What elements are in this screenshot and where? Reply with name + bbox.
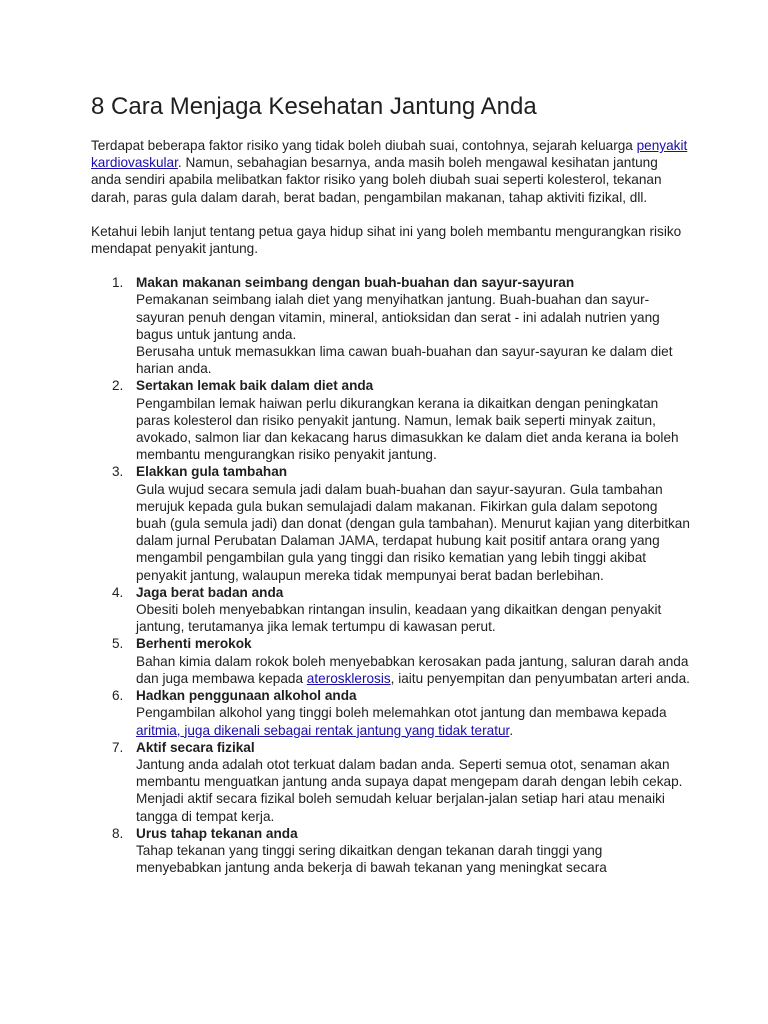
item-body: Pemakanan seimbang ialah diet yang menyihatkan jantung. Buah-buahan dan sayur-sayuran penuh dengan vitamin, mineral, antioksidan dan serat - ini adalah nutrien yang bagus untuk jantung anda.	[136, 292, 660, 342]
item-heading: Sertakan lemak baik dalam diet anda	[136, 378, 374, 394]
item-body-extra: Berusaha untuk memasukkan lima cawan buah-buahan dan sayur-sayuran ke dalam diet harian anda.	[136, 344, 673, 377]
intro-paragraph	[91, 137, 691, 206]
intro-text-after: . Namun, sebahagian besarnya, anda masih boleh mengawal kesihatan jantung anda sendiri apabila melibatkan faktor risiko yang boleh diubah suai seperti kolesterol, tekanan darah, paras gula dalam darah, berat badan, pengambilan makanan, tahap aktiviti fizikal, dll.	[91, 155, 662, 205]
list-number: 5.	[112, 636, 124, 652]
list-item	[91, 377, 691, 463]
page-title: 8 Cara Menjaga Kesehatan Jantung Anda	[91, 93, 537, 120]
link-aterosklerosis[interactable]: aterosklerosis	[306, 670, 391, 686]
item-heading: Berhenti merokok	[136, 636, 252, 652]
list-item	[91, 463, 691, 583]
list-number: 6.	[112, 688, 124, 704]
lead-paragraph: Ketahui lebih lanjut tentang petua gaya hidup sihat ini yang boleh membantu mengurangkan risiko mendapat penyakit jantung.	[91, 223, 682, 257]
intro-text-before: Terdapat beberapa faktor risiko yang tidak boleh diubah suai, contohnya, sejarah keluarga	[91, 138, 637, 153]
item-heading: Jaga berat badan anda	[136, 584, 284, 600]
link-aritmia[interactable]: aritmia, juga dikenali sebagai rentak jantung yang tidak teratur	[136, 722, 510, 738]
item-body-before-link: Pengambilan alkohol yang tinggi boleh melemahkan otot jantung dan membawa kepada	[136, 705, 667, 721]
link-penyakit-kardiovaskular[interactable]: penyakit kardiovaskular	[91, 138, 688, 171]
list-item	[91, 584, 691, 636]
list-number: 4.	[112, 584, 124, 600]
item-body	[136, 653, 691, 687]
document-page	[91, 92, 691, 876]
list-item	[91, 739, 691, 825]
item-body-after-link: , iaitu penyempitan dan penyumbatan arteri anda.	[390, 670, 690, 686]
list-item	[91, 687, 691, 739]
item-body-after-link: .	[509, 722, 514, 738]
list-item	[91, 635, 691, 687]
item-heading: Makan makanan seimbang dengan buah-buahan dan sayur-sayuran	[136, 275, 575, 291]
item-body-before-link: Bahan kimia dalam rokok boleh menyebabkan kerosakan pada jantung, saluran darah anda dan juga membawa kepada	[136, 653, 689, 686]
list-number: 1.	[112, 275, 124, 291]
item-heading: Aktif secara fizikal	[136, 739, 255, 755]
list-number: 7.	[112, 739, 124, 755]
item-body	[136, 704, 691, 738]
tips-list	[91, 274, 691, 876]
list-number: 2.	[112, 378, 124, 394]
item-body: Tahap tekanan yang tinggi sering dikaitkan dengan tekanan darah tinggi yang menyebabkan jantung anda bekerja di bawah tekanan yang meningkat secara	[136, 842, 607, 876]
list-number: 3.	[112, 464, 124, 480]
item-heading: Hadkan penggunaan alkohol anda	[136, 688, 357, 704]
item-body: Obesiti boleh menyebabkan rintangan insulin, keadaan yang dikaitkan dengan penyakit jantung, terutamanya jika lemak tertumpu di kawasan perut.	[136, 602, 662, 635]
list-item	[91, 825, 691, 877]
item-heading: Elakkan gula tambahan	[136, 464, 288, 480]
item-heading: Urus tahap tekanan anda	[136, 825, 298, 841]
item-body: Pengambilan lemak haiwan perlu dikurangkan kerana ia dikaitkan dengan peningkatan paras kolesterol dan risiko penyakit jantung. Namun, lemak baik seperti minyak zaitun, avokado, salmon liar dan kekacang harus dimasukkan ke dalam diet anda kerana ia boleh membantu mengurangkan risiko penyakit jantung.	[136, 395, 679, 463]
list-number: 8.	[112, 825, 124, 841]
item-body: Gula wujud secara semula jadi dalam buah-buahan dan sayur-sayuran. Gula tambahan merujuk kepada gula bukan semulajadi dalam makanan. Fikirkan gula dalam sepotong buah (gula semula jadi) dan donat (dengan gula tambahan). Menurut kajian yang diterbitkan dalam jurnal Perubatan Dalaman JAMA, terdapat hubung kait positif antara orang yang mengambil pengambilan gula yang tinggi dan risiko kematian yang lebih tinggi akibat penyakit jantung, walaupun mereka tidak mempunyai berat badan berlebihan.	[136, 481, 690, 583]
list-item	[91, 274, 691, 377]
item-body: Jantung anda adalah otot terkuat dalam badan anda. Seperti semua otot, senaman akan membantu menguatkan jantung anda supaya dapat mengepam darah dengan lebih cekap. Menjadi aktif secara fizikal boleh semudah keluar berjalan-jalan setiap hari atau menaiki tangga di tempat kerja.	[136, 756, 683, 824]
